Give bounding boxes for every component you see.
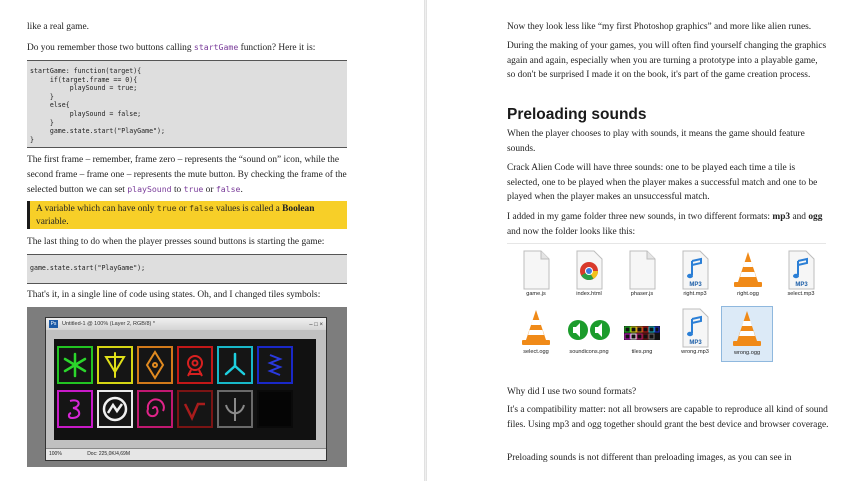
- code-block: [27, 60, 347, 148]
- file-name: wrong.mp3: [681, 349, 709, 355]
- tile-darkred-rune: [177, 390, 213, 428]
- vlc-cone-icon: [729, 309, 765, 349]
- file-item[interactable]: [776, 250, 826, 297]
- file-item[interactable]: [511, 308, 561, 355]
- file-item[interactable]: [564, 250, 614, 297]
- paragraph: Preloading sounds is not different than preloading images, as you can see in: [507, 453, 792, 463]
- file-item-selected[interactable]: [721, 306, 773, 362]
- file-item[interactable]: [670, 250, 720, 297]
- mp3-label: MP3: [689, 282, 702, 288]
- tile-red-rune: [177, 346, 213, 384]
- paragraph: When the player chooses to play with sounds, it means the game should feature sounds.: [507, 129, 805, 154]
- mp3-label: MP3: [689, 340, 702, 346]
- paragraph: The first frame – remember, frame zero – represents the “sound on” icon, while the second frame – frame one – represents the mute button. By checking the frame of the selected button we can set playSound to true or false.: [27, 155, 347, 195]
- document-icon: [521, 250, 551, 290]
- photoshop-window: [45, 317, 327, 461]
- file-name: soundicons.png: [569, 349, 609, 355]
- file-item[interactable]: [617, 308, 667, 355]
- sound-icons-image: [566, 308, 612, 348]
- tile-empty: [257, 390, 293, 428]
- paragraph: The last thing to do when the player presses sound buttons is starting the game:: [27, 237, 325, 247]
- file-name: right.mp3: [683, 291, 707, 297]
- file-name: select.ogg: [523, 349, 549, 355]
- code-text[interactable]: startGame: function(target){ if(target.frame == 0){ playSound = true; } else{ playSound = false; } game.state.start("PlayGame"); }: [30, 67, 165, 144]
- file-name: game.js: [526, 291, 546, 297]
- right-page: [427, 0, 850, 481]
- paragraph: Why did I use two sound formats?: [507, 387, 637, 397]
- tiles-canvas: [54, 339, 316, 440]
- mp3-file-icon: [680, 250, 710, 290]
- paragraph: like a real game.: [27, 22, 89, 32]
- photoshop-logo-icon: Ps: [50, 321, 57, 327]
- paragraph: That's it, in a single line of code using states. Oh, and I changed tiles symbols:: [27, 290, 321, 300]
- section-heading: Preloading sounds: [507, 106, 647, 123]
- file-item[interactable]: [511, 250, 561, 297]
- file-item[interactable]: [564, 308, 614, 355]
- window-controls: – □ ×: [309, 322, 323, 328]
- tile-orange-rune: [137, 346, 173, 384]
- mp3-label: MP3: [795, 282, 808, 288]
- file-item[interactable]: [670, 308, 720, 355]
- vlc-cone-icon: [518, 308, 554, 348]
- file-name: tiles.png: [631, 349, 653, 355]
- paragraph: I added in my game folder three new sounds, in two different formats: mp3 and ogg and now the folder looks like this:: [507, 212, 823, 237]
- file-item[interactable]: [617, 250, 667, 297]
- paragraph: It's a compatibility matter: not all browsers are capable to reproduce all kind of sound files. Using mp3 and ogg together should grant the best device and browser coverage.: [507, 405, 829, 430]
- code-text[interactable]: game.state.start("PlayGame");: [30, 264, 146, 272]
- mp3-file-icon: [786, 250, 816, 290]
- window-title: Untitled-1 @ 100% (Layer 2, RGB/8) *: [62, 321, 156, 327]
- doc-size: Doc: 225,0K/4,69M: [87, 451, 130, 457]
- paragraph: Now they look less like “my first Photoshop graphics” and more like alien runes.: [507, 22, 812, 32]
- file-name: index.html: [576, 291, 602, 297]
- file-name: right.ogg: [737, 291, 759, 297]
- file-name: phaser.js: [630, 291, 654, 297]
- inline-code: startGame: [193, 42, 239, 52]
- tile-blue-rune: [257, 346, 293, 384]
- document-icon: [627, 250, 657, 290]
- vlc-cone-icon: [730, 250, 766, 290]
- tile-cyan-rune: [217, 346, 253, 384]
- code-block: [27, 254, 347, 284]
- file-name: wrong.ogg: [733, 350, 761, 356]
- zoom-level[interactable]: 100%: [49, 451, 62, 457]
- paragraph: During the making of your games, you will often find yourself changing the graphics again and again, especially when you are turning a prototype into a playable game, so don't be surprised I made it on the book, it's part of the game creation process.: [507, 41, 827, 80]
- tile-magenta-rune: [57, 390, 93, 428]
- status-bar: [46, 448, 326, 460]
- tile-gray-rune: [217, 390, 253, 428]
- tile-pink-rune: [137, 390, 173, 428]
- photoshop-screenshot: [27, 307, 347, 467]
- tiles-image: [622, 308, 662, 348]
- left-page: [0, 0, 424, 481]
- file-name: select.mp3: [787, 291, 815, 297]
- paragraph: Do you remember those two buttons calling startGame function? Here it is:: [27, 42, 316, 53]
- note-callout: [27, 201, 347, 229]
- note-text: A variable which can have only true or false values is called a Boolean variable.: [36, 203, 315, 227]
- file-item[interactable]: [723, 250, 773, 297]
- folder-view: [507, 243, 826, 377]
- mp3-file-icon: [680, 308, 710, 348]
- tile-white-rune: [97, 390, 133, 428]
- tile-yellow-rune: [97, 346, 133, 384]
- paragraph: Crack Alien Code will have three sounds: one to be played each time a tile is selected, one to be played when the player makes a successful match and one to be played when the player makes an unsuccessful match.: [507, 163, 818, 202]
- window-titlebar: [46, 318, 326, 330]
- tile-green-rune: [57, 346, 93, 384]
- chrome-html-icon: [574, 250, 604, 290]
